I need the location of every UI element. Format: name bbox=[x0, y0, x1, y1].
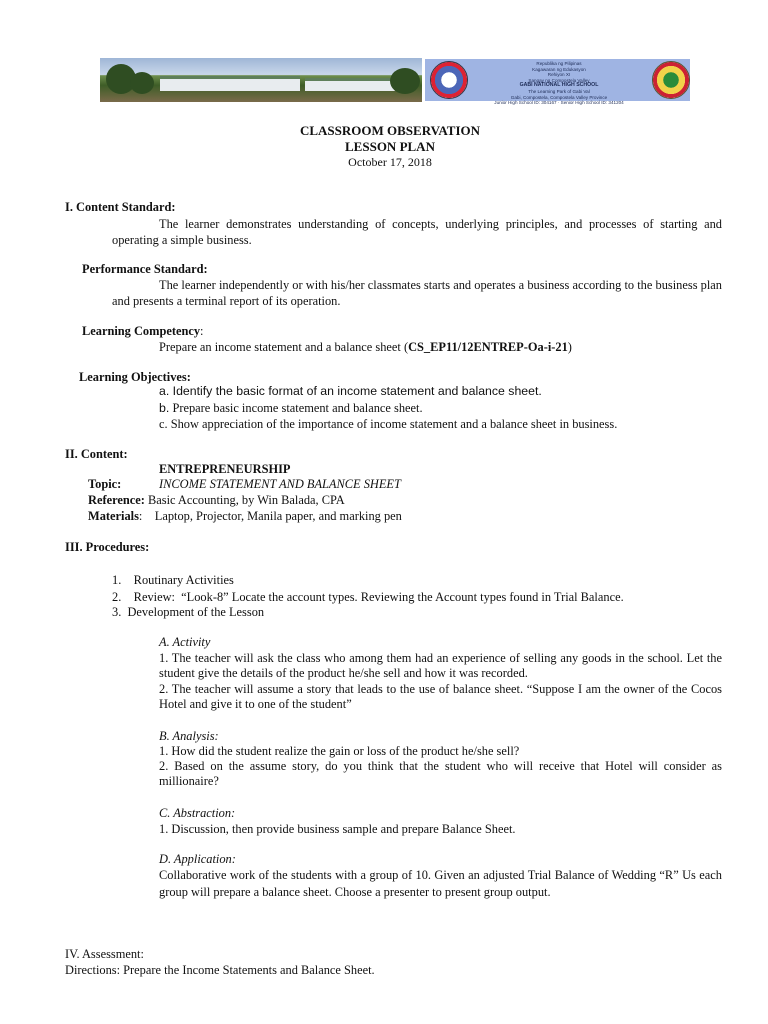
topic-value: INCOME STATEMENT AND BALANCE SHEET bbox=[159, 477, 401, 491]
content-standard-text: The learner demonstrates understanding of concepts, underlying principles, and processes of starting and operating a simple business. bbox=[112, 217, 722, 247]
abstraction-heading: C. Abstraction: bbox=[159, 806, 236, 820]
content-standard-heading: I. Content Standard: bbox=[65, 200, 176, 214]
reference-line bbox=[88, 493, 345, 508]
content-heading: II. Content: bbox=[65, 447, 128, 461]
application-heading: D. Application: bbox=[159, 852, 236, 866]
competency-close-paren: ) bbox=[567, 340, 572, 354]
learning-competency-text bbox=[159, 340, 572, 355]
assessment-directions: Directions: Prepare the Income Statements and Balance Sheet. bbox=[65, 963, 375, 977]
learning-competency-colon: : bbox=[200, 324, 204, 338]
analysis-item-2: 2. Based on the assume story, do you think that the student who will receive that Hotel will consider as millionaire? bbox=[159, 759, 722, 788]
deped-seal-logo bbox=[430, 61, 468, 99]
letterhead-line: Rehiyon XI bbox=[547, 72, 571, 78]
reference-value: Basic Accounting, by Win Balada, CPA bbox=[147, 493, 345, 507]
doc-title-line2: LESSON PLAN bbox=[345, 139, 435, 154]
competency-text: Prepare an income statement and a balance sheet ( bbox=[159, 340, 409, 354]
analysis-heading: B. Analysis: bbox=[159, 729, 219, 743]
objective-b-text: Prepare basic income statement and balance sheet. bbox=[169, 401, 423, 415]
materials-value: : Laptop, Projector, Manila paper, and marking pen bbox=[138, 509, 402, 523]
activity-item-1: 1. The teacher will ask the class who among them had an experience of selling any goods in the school. Let the student give the details of the product he/she sell and how it was recorded. bbox=[159, 651, 722, 680]
letterhead-line: Junior High School ID: 304167 · Senior High School ID: 341204 bbox=[494, 100, 624, 106]
objective-b-letter: b. bbox=[159, 401, 170, 415]
analysis-item-1: 1. How did the student realize the gain or loss of the product he/she sell? bbox=[159, 744, 520, 758]
performance-standard-heading: Performance Standard: bbox=[82, 262, 208, 276]
procedures-heading: III. Procedures: bbox=[65, 540, 150, 554]
materials-label: Materials bbox=[88, 509, 139, 523]
letterhead-line: Kagawaran ng Edukasyon bbox=[532, 66, 586, 72]
doc-date: October 17, 2018 bbox=[348, 155, 432, 169]
application-text: Collaborative work of the students with a group of 10. Given an adjusted Trial Balance of Wedding “R” Us each group will prepare a balance sheet. Choose a presenter to present group output. bbox=[159, 868, 722, 899]
learning-competency-heading bbox=[82, 324, 204, 339]
letterhead-line: Republika ng Pilipinas bbox=[536, 61, 582, 66]
abstraction-item-1: 1. Discussion, then provide business sample and prepare Balance Sheet. bbox=[159, 822, 516, 836]
objective-c: c. Show appreciation of the importance of income statement and a balance sheet in business. bbox=[159, 417, 618, 431]
reference-label: Reference: bbox=[88, 493, 145, 507]
procedure-item-1: 1. Routinary Activities bbox=[112, 573, 234, 587]
letterhead-text bbox=[467, 61, 651, 106]
materials-line bbox=[88, 509, 402, 524]
procedure-item-2: 2. Review: “Look-8” Locate the account types. Reviewing the Account types found in Trial Balance. bbox=[112, 590, 624, 604]
assessment-heading: IV. Assessment: bbox=[65, 947, 144, 961]
learning-competency-label: Learning Competency bbox=[82, 324, 201, 338]
topic-label: Topic: bbox=[88, 477, 122, 491]
doc-title-line1: CLASSROOM OBSERVATION bbox=[299, 123, 481, 138]
school-seal-logo bbox=[652, 61, 690, 99]
header-banner bbox=[100, 58, 690, 106]
objective-b bbox=[159, 401, 423, 416]
competency-code: CS_EP11/12ENTREP-Oa-i-21 bbox=[408, 340, 568, 354]
letterhead-line: Sangay ng Compostela Valley bbox=[528, 77, 590, 83]
performance-standard-text: The learner independently or with his/her classmates starts and operates a business according to the business plan and presents a terminal report of its operation. bbox=[112, 278, 722, 308]
learning-objectives-heading: Learning Objectives: bbox=[79, 370, 191, 384]
objective-a: a. Identify the basic format of an income statement and balance sheet. bbox=[159, 384, 542, 398]
activity-heading: A. Activity bbox=[159, 635, 211, 649]
school-photo bbox=[100, 58, 422, 102]
content-subject: ENTREPRENEURSHIP bbox=[159, 462, 291, 476]
activity-item-2: 2. The teacher will assume a story that leads to the use of balance sheet. “Suppose I am the owner of the Cocos Hotel and give it to one of the student” bbox=[159, 682, 722, 711]
letterhead-line: The Learning Park of Gabi Val bbox=[528, 88, 590, 94]
procedure-item-3: 3. Development of the Lesson bbox=[112, 605, 265, 619]
school-name: GABI NATIONAL HIGH SCHOOL bbox=[519, 82, 599, 89]
letterhead-line: Gabi, Compostela, Compostela Valley Province bbox=[510, 94, 608, 100]
